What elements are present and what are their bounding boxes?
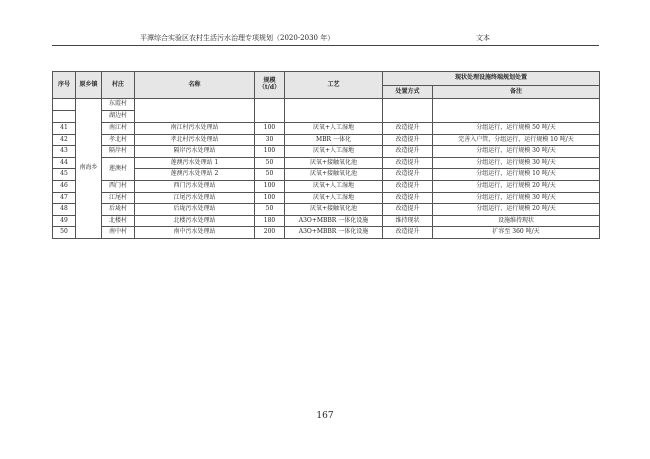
cell-seq: [53, 111, 76, 123]
cell-process: 厌氧+人工湿地: [285, 180, 383, 192]
cell-method: 改造提升: [383, 192, 433, 204]
cell-method: 维持现状: [383, 215, 433, 227]
cell-village: 湖边村: [102, 111, 135, 123]
cell-method: 改造提升: [383, 227, 433, 239]
cell-note: 完善入户管，分组运行，运行规模 10 吨/天: [433, 134, 600, 146]
cell-village: 南中村: [102, 227, 135, 239]
cell-scale: 50: [255, 169, 285, 181]
cell-village: 西门村: [102, 180, 135, 192]
table-row: [53, 192, 600, 204]
cell-seq: 47: [53, 192, 76, 204]
cell-seq: 43: [53, 146, 76, 158]
table-row: [53, 169, 600, 181]
header-rule: [52, 45, 599, 46]
cell-village: 南江村: [102, 123, 135, 135]
cell-seq: 50: [53, 227, 76, 239]
cell-seq: [53, 99, 76, 111]
cell-name: 莲澳污水处理站 1: [135, 157, 255, 169]
header-seq: 序号: [53, 72, 76, 99]
table-row: [53, 204, 600, 216]
cell-name: 南中污水处理站: [135, 227, 255, 239]
cell-process: 厌氧+接触氧化池: [285, 157, 383, 169]
cell-process: 厌氧+人工湿地: [285, 123, 383, 135]
cell-village: 后垅村: [102, 204, 135, 216]
cell-name: 后垅污水处理站: [135, 204, 255, 216]
cell-village: 北楼村: [102, 215, 135, 227]
cell-note: 分组运行，运行规模 30 吨/天: [433, 146, 600, 158]
cell-process: 厌氧+人工湿地: [285, 146, 383, 158]
cell-seq: 42: [53, 134, 76, 146]
facility-table: [52, 71, 600, 239]
cell-scale: 100: [255, 146, 285, 158]
table-row: [53, 215, 600, 227]
cell-scale: 100: [255, 192, 285, 204]
header-scale: 规模（t/d）: [255, 72, 285, 99]
cell-name: 莲澳污水处理站 2: [135, 169, 255, 181]
cell-village: 孝北村: [102, 134, 135, 146]
cell-name: 南江村污水处理站: [135, 123, 255, 135]
cell-name: [135, 99, 255, 123]
header-name: 名称: [135, 72, 255, 99]
page-number: 167: [316, 411, 334, 421]
running-header-section: 文本: [476, 34, 490, 42]
cell-process: 厌氧+接触氧化池: [285, 169, 383, 181]
cell-method: 改造提升: [383, 146, 433, 158]
cell-scale: 30: [255, 134, 285, 146]
table-row: [53, 99, 600, 111]
cell-scale: 100: [255, 123, 285, 135]
table-row: [53, 146, 600, 158]
cell-note: 分组运行，运行规模 10 吨/天: [433, 169, 600, 181]
table-row: [53, 134, 600, 146]
table-row: [53, 157, 600, 169]
table-row: [53, 227, 600, 239]
cell-scale: [255, 99, 285, 123]
cell-scale: 100: [255, 180, 285, 192]
header-process: 工艺: [285, 72, 383, 99]
cell-name: 江尾污水处理站: [135, 192, 255, 204]
cell-note: 扩容至 360 吨/天: [433, 227, 600, 239]
cell-method: [383, 99, 433, 123]
cell-village: 隔岸村: [102, 146, 135, 158]
cell-process: MBR 一体化: [285, 134, 383, 146]
cell-scale: 50: [255, 204, 285, 216]
cell-note: 分组运行，运行规模 30 吨/天: [433, 157, 600, 169]
cell-method: 改造提升: [383, 123, 433, 135]
cell-process: 厌氧+人工湿地: [285, 192, 383, 204]
cell-seq: 41: [53, 123, 76, 135]
cell-method: 改造提升: [383, 169, 433, 181]
cell-scale: 200: [255, 227, 285, 239]
cell-scale: 50: [255, 157, 285, 169]
header-village: 村庄: [102, 72, 135, 99]
cell-method: 改造提升: [383, 204, 433, 216]
cell-village: 江尾村: [102, 192, 135, 204]
cell-seq: 46: [53, 180, 76, 192]
cell-scale: 180: [255, 215, 285, 227]
cell-seq: 48: [53, 204, 76, 216]
cell-note: 分组运行，运行规模 20 吨/天: [433, 204, 600, 216]
header-note: 备注: [433, 86, 600, 99]
cell-seq: 45: [53, 169, 76, 181]
table-row: [53, 180, 600, 192]
cell-name: 北楼污水处理站: [135, 215, 255, 227]
header-town: 原乡镇: [76, 72, 102, 99]
cell-note: 分组运行，运行规模 30 吨/天: [433, 192, 600, 204]
cell-name: 隔岸污水处理站: [135, 146, 255, 158]
running-header-title: 平潭综合实验区农村生活污水治理专项规划（2020-2030 年）: [140, 34, 335, 42]
cell-note: 设施维持现状: [433, 215, 600, 227]
cell-note: 分组运行，运行规模 20 吨/天: [433, 180, 600, 192]
cell-process: A3O+MBBR 一体化设施: [285, 227, 383, 239]
cell-name: 西门污水处理站: [135, 180, 255, 192]
cell-seq: 44: [53, 157, 76, 169]
cell-process: 厌氧+接触氧化池: [285, 204, 383, 216]
header-disposal-group: 现状处理设施终端规划处置: [383, 72, 600, 86]
cell-method: 改造提升: [383, 157, 433, 169]
cell-note: [433, 99, 600, 123]
cell-method: 改造提升: [383, 180, 433, 192]
table-row: [53, 123, 600, 135]
cell-method: 改造提升: [383, 134, 433, 146]
cell-process: [285, 99, 383, 123]
cell-village: 莲澳村: [102, 157, 135, 180]
cell-process: A3O+MBBR 一体化设施: [285, 215, 383, 227]
cell-seq: 49: [53, 215, 76, 227]
header-method: 处置方式: [383, 86, 433, 99]
cell-village: 东霞村: [102, 99, 135, 111]
cell-name: 孝北村污水处理站: [135, 134, 255, 146]
cell-town: 南海乡: [76, 99, 102, 239]
cell-note: 分组运行，运行规模 50 吨/天: [433, 123, 600, 135]
